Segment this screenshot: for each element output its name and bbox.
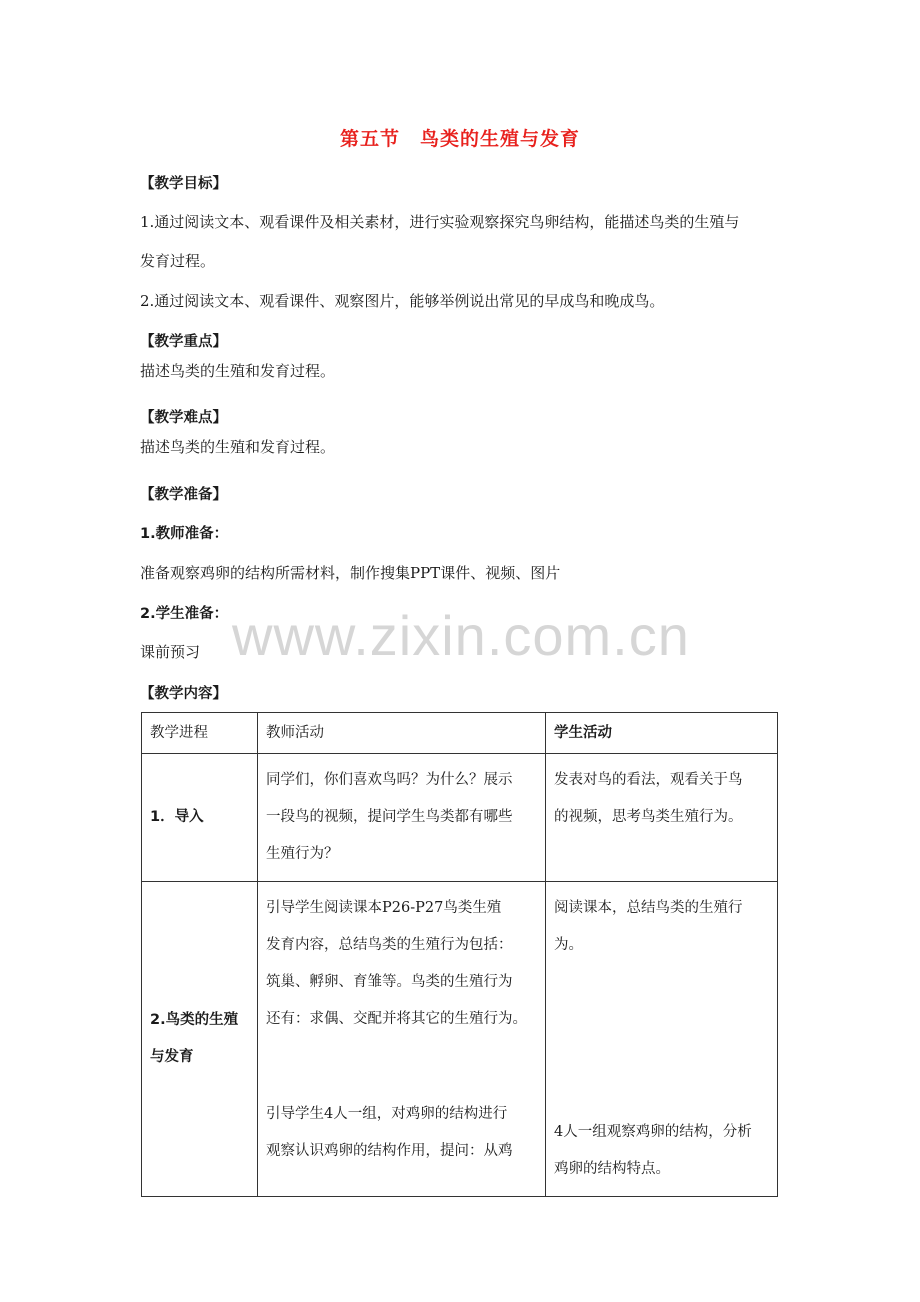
header-stage: 教学进程 [150,725,208,741]
text-line: 一段鸟的视频，提问学生鸟类都有哪些 [266,809,513,825]
text-line: 的视频，思考鸟类生殖行为。 [554,809,743,825]
preparation-heading: 【教学准备】 [140,487,227,503]
header-teacher: 教师活动 [266,725,324,741]
objectives-heading: 【教学目标】 [140,176,227,192]
teaching-content-table [141,712,778,1197]
text-line: 生殖行为？ [266,846,339,862]
student-prep-text: 课前预习 [140,643,201,661]
table-header-row [142,713,778,754]
text-line: 发育内容，总结鸟类的生殖行为包括： [266,937,513,953]
teacher-activity-reproduction [258,882,545,1178]
teacher-prep-heading: 1.教师准备： [140,526,229,542]
text-line: 筑巢、孵卵、育雏等。鸟类的生殖行为 [266,974,513,990]
page-title: 第五节 鸟类的生殖与发育 [339,128,580,150]
key-points-heading: 【教学重点】 [140,334,227,350]
text-line: 阅读课本，总结鸟类的生殖行 [554,900,743,916]
teacher-prep-text: 准备观察鸡卵的结构所需材料，制作搜集PPT课件、视频、图片 [140,564,561,582]
objective-1-line-2: 发育过程。 [140,252,216,270]
text-line: 2.鸟类的生殖 [150,1012,239,1028]
stage-intro: 1．导入 [150,809,204,825]
text-line: 与发育 [150,1049,194,1065]
content-heading: 【教学内容】 [140,686,227,702]
teacher-activity-intro [258,754,545,881]
difficulties-text: 描述鸟类的生殖和发育过程。 [140,438,336,456]
objective-1-line-1: 1.通过阅读文本、观看课件及相关素材，进行实验观察探究鸟卵结构，能描述鸟类的生殖与 [140,213,740,231]
difficulties-heading: 【教学难点】 [140,410,227,426]
text-line: 还有：求偶、交配并将其它的生殖行为。 [266,1011,527,1027]
text-line: 观察认识鸡卵的结构作用，提问：从鸡 [266,1143,513,1159]
text-line: 4人一组观察鸡卵的结构，分析 [554,1124,752,1140]
student-activity-reproduction [546,882,777,1196]
student-prep-heading: 2.学生准备： [140,606,229,622]
table-row [142,882,778,1197]
text-line: 发表对鸟的看法，观看关于鸟 [554,772,743,788]
watermark: www.zixin.com.cn [232,604,690,667]
text-line: 同学们，你们喜欢鸟吗？为什么？展示 [266,772,513,788]
student-activity-intro [546,754,777,844]
text-line: 引导学生4人一组，对鸡卵的结构进行 [266,1106,508,1122]
text-line: 引导学生阅读课本P26-P27鸟类生殖 [266,900,502,916]
stage-reproduction [142,994,257,1084]
text-line: 为。 [554,937,583,953]
key-points-text: 描述鸟类的生殖和发育过程。 [140,362,336,380]
table-row [142,754,778,882]
objective-2: 2.通过阅读文本、观看课件、观察图片，能够举例说出常见的早成鸟和晚成鸟。 [140,292,665,310]
header-student: 学生活动 [554,725,612,741]
text-line: 鸡卵的结构特点。 [554,1161,670,1177]
